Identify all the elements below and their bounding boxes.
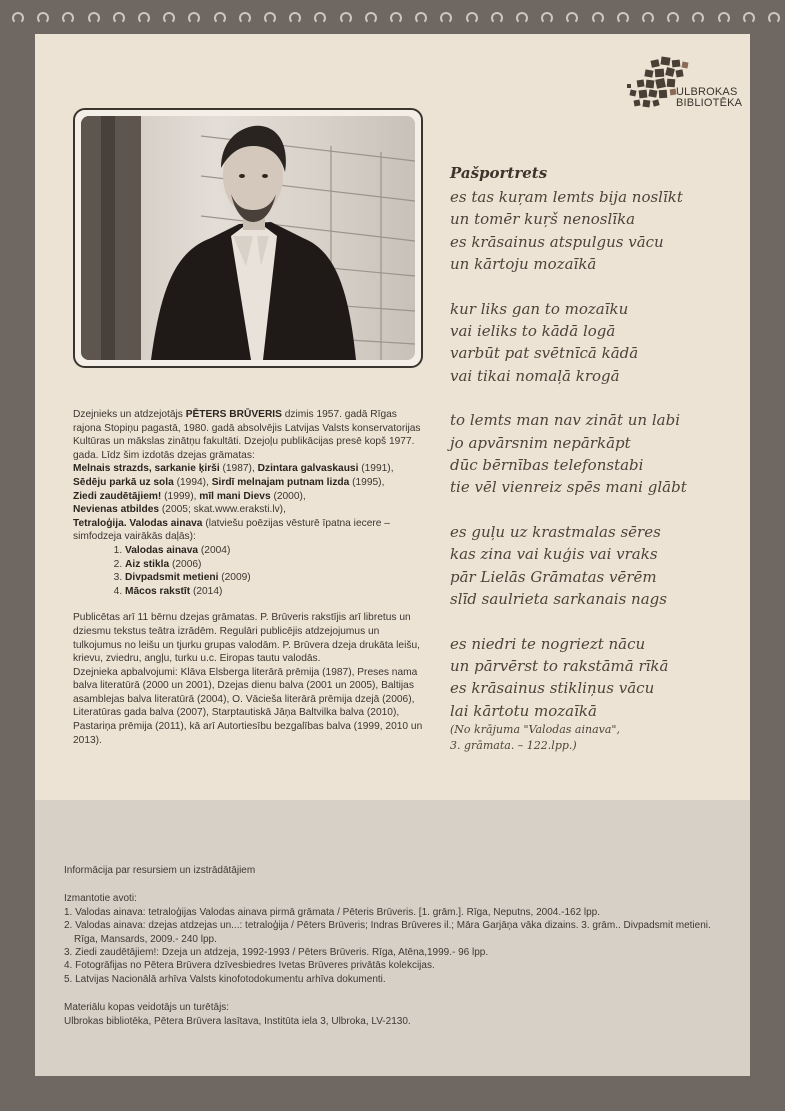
biography	[73, 408, 423, 747]
binder-ring-icon	[466, 12, 478, 24]
binder-ring-icon	[390, 12, 402, 24]
bio-awards: Dzejnieka apbalvojumi: Klāva Elsberga literārā prēmija (1987), Preses nama balva literatūrā (2000 un 2001), Dzejas dienu balva (2001 un 2005), Baltijas asamblejas balva literatūrā (2004), O. Vācieša literārā prēmija dzejā (2006), Literatūras gada balva (2007), Starptautiskā Jāņa Baltvilka balva (2010), Pastariņa prēmija (2011), kā arī Autortiesību bezgalības balva (1999, 2010 un 2013).	[73, 666, 423, 746]
binder-ring-icon	[62, 12, 74, 24]
poem-stanza	[450, 633, 750, 723]
binder-ring-icon	[491, 12, 503, 24]
poem-body	[450, 186, 750, 754]
binder-ring-icon	[314, 12, 326, 24]
sources-label: Izmantotie avoti:	[64, 893, 137, 905]
poem-line: kas zina vai kuģis vai vraks	[450, 545, 658, 564]
source-item: Rīga, Mansards, 2009.- 240 lpp.	[74, 933, 217, 945]
poem-line: lai kārtotu mozaīkā	[450, 701, 597, 720]
poem-stanza	[450, 186, 750, 276]
portrait-photo	[81, 116, 415, 360]
poem-line: dūc bērnības telefonstabi	[450, 456, 644, 475]
resource-info	[64, 864, 744, 1043]
bio-intro: Dzejnieks un atdzejotājs PĒTERS BRŪVERIS dzimis 1957. gadā Rīgas rajona Stopiņu pagastā, 1980. gadā absolvējis Latvijas Valsts konservatorijas Kultūras un mākslas zinātņu fakultāti. Dzejoļu publikācijas presē kopš 1977. gada. Līdz šim izdotās dzejas grāmatas:	[73, 409, 421, 461]
binder-ring-icon	[566, 12, 578, 24]
poem-line: es niedri te nogriezt nācu	[450, 634, 646, 653]
binder-rings	[0, 12, 785, 32]
poem-line: es krāsainus atspulgus vācu	[450, 232, 664, 251]
binder-ring-icon	[617, 12, 629, 24]
source-item: 2. Valodas ainava: dzejas atdzejas un...: tetraloģija / Pēters Brūveris; Indras Brūveres il.; Māra Garjāņa vāka dizains. 3. grām.. Divpadsmit metieni.	[64, 920, 711, 932]
source-item: 3. Ziedi zaudētājiem!: Dzeja un atdzeja, 1992-1993 / Pēters Brūveris. Rīga, Atēna,1999.- 96 lpp.	[64, 947, 489, 959]
poem-stanza	[450, 521, 750, 611]
binder-ring-icon	[214, 12, 226, 24]
portrait-illustration-icon	[81, 116, 415, 360]
poem-line: un kārtoju mozaīkā	[450, 255, 597, 274]
poem-line: es tas kuŗam lemts bija noslīkt	[450, 188, 683, 206]
poem-line: vai tikai nomaļā krogā	[450, 366, 620, 385]
poem-title: Pašportrets	[450, 164, 548, 182]
footer-heading: Informācija par resursiem un izstrādātājiem	[64, 865, 256, 876]
list-item: 1. Valodas ainava (2004)	[125, 544, 423, 558]
binder-ring-icon	[264, 12, 276, 24]
binder-ring-icon	[163, 12, 175, 24]
bio-books: Melnais strazds, sarkanie ķirši (1987), Dzintara galvaskausi (1991), Sēdēju parkā uz sola (1994), Sirdī melnajam putnam lizda (1995), Ziedi zaudētājiem! (1999), mīl mani Dievs (2000), Nevienas atbildes (2005; skat.www.eraksti.lv), Tetraloģija. Valodas ainava (latviešu poēzijas vēsturē īpatna iecere – simfodzeja vairākās daļās):	[73, 463, 394, 543]
binder-ring-icon	[12, 12, 24, 24]
poem-line: es krāsainus stikliņus vācu	[450, 679, 655, 698]
binder-ring-icon	[692, 12, 704, 24]
maker-label: Materiālu kopas veidotājs un turētājs:	[64, 1002, 230, 1014]
poem-line: varbūt pat svētnīcā kādā	[450, 344, 639, 363]
binder-ring-icon	[768, 12, 780, 24]
binder-ring-icon	[516, 12, 528, 24]
binder-ring-icon	[289, 12, 301, 24]
binder-ring-icon	[365, 12, 377, 24]
tetralogy-list	[73, 544, 423, 598]
poem-line: un pārvērst to rakstāmā rīkā	[450, 656, 669, 675]
binder-ring-icon	[642, 12, 654, 24]
poem-stanza	[450, 298, 750, 388]
poem-source-note-2: 3. grāmata. – 122.lpp.)	[450, 739, 577, 753]
list-item: 2. Aiz stikla (2006)	[125, 558, 423, 572]
poem-line: es guļu uz krastmalas sēres	[450, 522, 661, 541]
poem-line: slīd saulrieta sarkanais nags	[450, 590, 667, 609]
binder-ring-icon	[239, 12, 251, 24]
poem-line: un tomēr kuŗš nenoslīka	[450, 210, 636, 229]
poem-line: kur liks gan to mozaīku	[450, 299, 629, 318]
binder-ring-icon	[718, 12, 730, 24]
binder-ring-icon	[667, 12, 679, 24]
binder-ring-icon	[37, 12, 49, 24]
poem-stanza	[450, 409, 750, 499]
binder-ring-icon	[340, 12, 352, 24]
binder-ring-icon	[113, 12, 125, 24]
poem-line: to lemts man nav zināt un labi	[450, 411, 680, 430]
binder-ring-icon	[88, 12, 100, 24]
poem-line: jo apvārsnim nepārkāpt	[450, 433, 631, 452]
portrait-photo-frame	[73, 108, 423, 368]
source-item: 1. Valodas ainava: tetraloģijas Valodas ainava pirmā grāmata / Pēteris Brūveris. [1. grām.]. Rīga, Neputns, 2004.-162 lpp.	[64, 906, 601, 918]
maker-block	[64, 1001, 744, 1028]
poem-line: vai ieliks to kādā logā	[450, 322, 616, 341]
binder-ring-icon	[415, 12, 427, 24]
maker-address: Ulbrokas bibliotēka, Pētera Brūvera lasītava, Institūta iela 3, Ulbroka, LV-2130.	[64, 1015, 411, 1027]
binder-ring-icon	[541, 12, 553, 24]
source-item: 4. Fotogrāfijas no Pētera Brūvera dzīvesbiedres Ivetas Brūveres privātās kolekcijas.	[64, 960, 435, 972]
poet-name: PĒTERS BRŪVERIS	[185, 409, 282, 420]
binder-ring-icon	[743, 12, 755, 24]
bio-paragraph: Publicētas arī 11 bērnu dzejas grāmatas. P. Brūveris rakstījis arī libretus un dziesmu tekstus teātra izrādēm. Regulāri publicējis atdzejojumus un tulkojumus no leišu un tjurku grupas valodām. P. Brūvera dzeja drukāta leišu, krievu, zviedru, angļu, turku u.c. Eiropas tautu valodās.	[73, 612, 420, 665]
poem-line: tie vēl vienreiz spēs mani glābt	[450, 478, 687, 497]
source-item: 5. Latvijas Nacionālā arhīva Valsts kinofotodokumentu arhīva dokumenti.	[64, 973, 386, 985]
poem-source-note-1: (No krājuma "Valodas ainava",	[450, 723, 620, 737]
logo-line-2: BIBLIOTĒKA	[676, 97, 743, 109]
list-item: 3. Divpadsmit metieni (2009)	[125, 571, 423, 585]
poem-line: pār Lielās Grāmatas vērēm	[450, 567, 657, 586]
binder-ring-icon	[440, 12, 452, 24]
binder-ring-icon	[592, 12, 604, 24]
binder-ring-icon	[138, 12, 150, 24]
binder-ring-icon	[188, 12, 200, 24]
library-logo-text	[676, 87, 742, 109]
list-item: 4. Mācos rakstīt (2014)	[125, 585, 423, 599]
logo-line-1: ULBROKAS	[676, 86, 738, 98]
sources-block	[64, 892, 744, 986]
